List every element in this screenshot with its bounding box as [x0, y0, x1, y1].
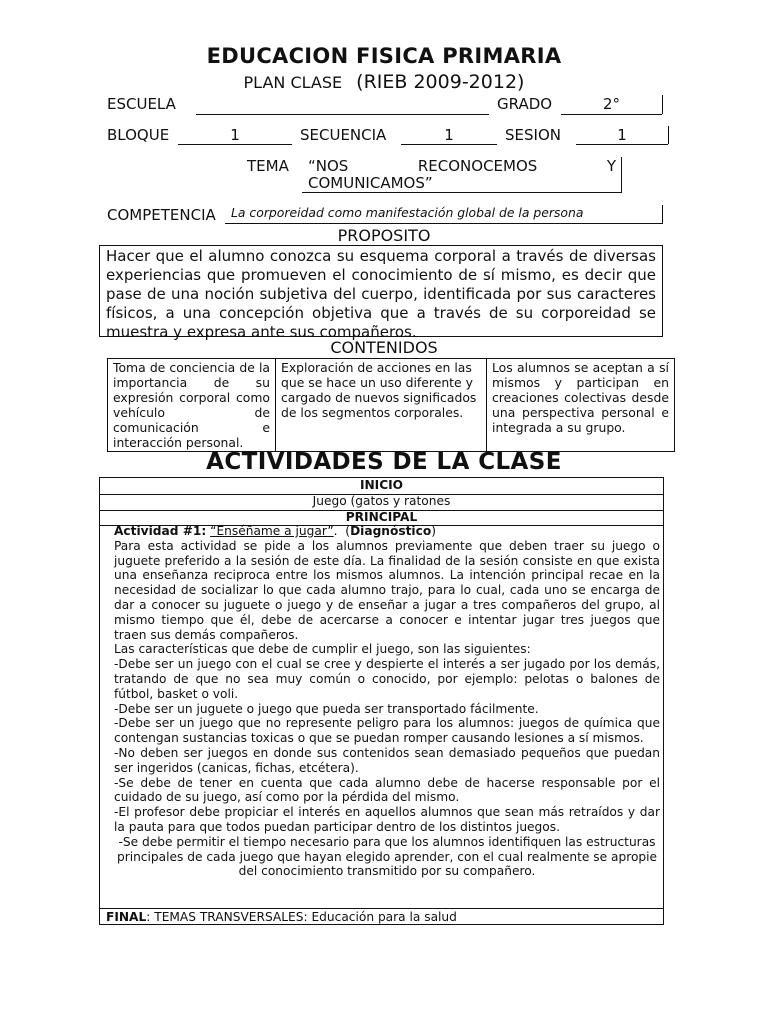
- page-title: EDUCACION FISICA PRIMARIA: [206, 44, 562, 68]
- contenidos-table: [107, 358, 675, 452]
- contenidos-col1: Toma de conciencia de la importancia de su expresión corporal como vehículo de comunicación e interacción personal.: [108, 359, 276, 452]
- paragraph: -Se debe permitir el tiempo necesario para que los alumnos identifiquen las estructuras principales de cada juego que hayan elegido aprender, con el cual realmente se apropie del conocimiento transmitido por su compañero.: [116, 834, 658, 879]
- competencia-label: COMPETENCIA: [107, 206, 216, 224]
- paragraph: -Debe ser un juego con el cual se cree y despierte el interés a ser jugado por los demás, tratando de que no sea muy común o conocido, por ejemplo: pelotas o balones de fútbol, basket o voli.: [114, 657, 660, 701]
- escuela-label: ESCUELA: [107, 95, 176, 113]
- grado-label: GRADO: [497, 95, 553, 113]
- plan-label: PLAN CLASE: [243, 73, 343, 92]
- paragraph: -No deben ser juegos en donde sus contenidos sean demasiado pequeños que puedan ser ingeridos (canicas, fichas, etcétera).: [114, 745, 660, 775]
- escuela-line: [196, 114, 489, 115]
- grado-value: 2°: [602, 95, 621, 113]
- contenidos-col3: Los alumnos se aceptan a sí mismos y participan en creaciones colectivas desde una perspectiva personal e integrada a su grupo.: [487, 359, 675, 452]
- contenidos-col2: Exploración de acciones en las que se hace un uso diferente y cargado de nuevos significados de los segmentos corporales.: [276, 359, 487, 452]
- grado-line: [561, 114, 662, 115]
- final-text: : TEMAS TRANSVERSALES: Educación para la salud: [146, 910, 457, 924]
- actividades-heading: ACTIVIDADES DE LA CLASE: [206, 449, 562, 475]
- actividades-box: [99, 477, 664, 925]
- inicio-text: Juego (gatos y ratones: [100, 494, 663, 511]
- bloque-label: BLOQUE: [107, 126, 170, 144]
- secuencia-line: [401, 144, 497, 145]
- paragraph: -Debe ser un juguete o juego que pueda ser transportado fácilmente.: [114, 701, 539, 716]
- paragraph: Las características que debe de cumplir el juego, son las siguientes:: [114, 642, 531, 657]
- actividad-type: Diagnóstico: [350, 524, 432, 538]
- principal-label: PRINCIPAL: [100, 510, 663, 526]
- contenidos-heading: CONTENIDOS: [330, 338, 438, 357]
- proposito-heading: PROPOSITO: [337, 226, 431, 245]
- sesion-label: SESION: [505, 126, 561, 144]
- principal-body: [114, 525, 660, 879]
- tema-value-line1: “NOS RECONOCEMOS Y: [308, 157, 616, 175]
- grado-right-border: [662, 95, 663, 114]
- proposito-text: Hacer que el alumno conozca su esquema corporal a través de diversas experiencias que promueven el conocimiento de sí mismo, es decir que pase de una noción subjetiva del cuerpo, identificada por sus caracteres físicos, a una concepción objetiva que a través de su corporeidad se muestra y expresa ante sus compañeros.: [99, 245, 663, 337]
- bloque-value: 1: [230, 126, 240, 144]
- paragraph: -Debe ser un juego que no represente peligro para los alumnos: juegos de química que contengan sustancias toxicas o que se puedan romper causando lesiones a sí mismos.: [114, 716, 660, 746]
- plan-subtitle: [0, 71, 768, 93]
- actividad-heading: Actividad #1: “Enséñame a jugar”. (Diagnóstico): [114, 524, 436, 538]
- competencia-value: La corporeidad como manifestación global de la persona: [231, 205, 584, 220]
- final-label: FINAL: [106, 910, 147, 924]
- sesion-value: 1: [617, 126, 627, 144]
- paragraph: -El profesor debe propiciar el interés en aquellos alumnos que sean más retraídos y dar la pauta para que todos puedan participar dentro de los distintos juegos.: [114, 805, 660, 834]
- inicio-label: INICIO: [100, 478, 663, 495]
- plan-period: (RIEB 2009-2012): [356, 71, 525, 93]
- sesion-right-border: [668, 126, 669, 144]
- sesion-line: [576, 144, 668, 145]
- tema-box: [302, 157, 622, 193]
- actividad-label: Actividad #1: [114, 524, 202, 538]
- secuencia-value: 1: [444, 126, 454, 144]
- secuencia-label: SECUENCIA: [300, 126, 387, 144]
- table-row: [108, 359, 675, 452]
- competencia-box: [225, 205, 663, 224]
- final-row: [100, 908, 663, 925]
- tema-label: TEMA: [247, 157, 289, 175]
- bloque-line: [178, 144, 292, 145]
- paragraph: -Se debe de tener en cuenta que cada alumno debe de hacerse responsable por el cuidado de su juego, así como por la pérdida del mismo.: [114, 775, 660, 805]
- paragraph: Para esta actividad se pide a los alumnos previamente que deben traer su juego o juguete preferido a la sesión de este día. La finalidad de la sesión consiste en que exista una enseñanza reciproca entre los mismos alumnos. La intención principal recae en la necesidad de socializar lo que cada alumno trajo, para lo cual, cada uno se encarga de dar a conocer su juguete o juego y de enseñar a jugar a tres compañeros del grupo, al mismo tiempo que él, debe de acercarse a conocer e intentar jugar tres juegos que traen sus demás compañeros.: [114, 538, 660, 642]
- tema-value-line2: COMUNICAMOS”: [308, 174, 433, 192]
- actividad-name: “Enséñame a jugar”: [210, 524, 334, 538]
